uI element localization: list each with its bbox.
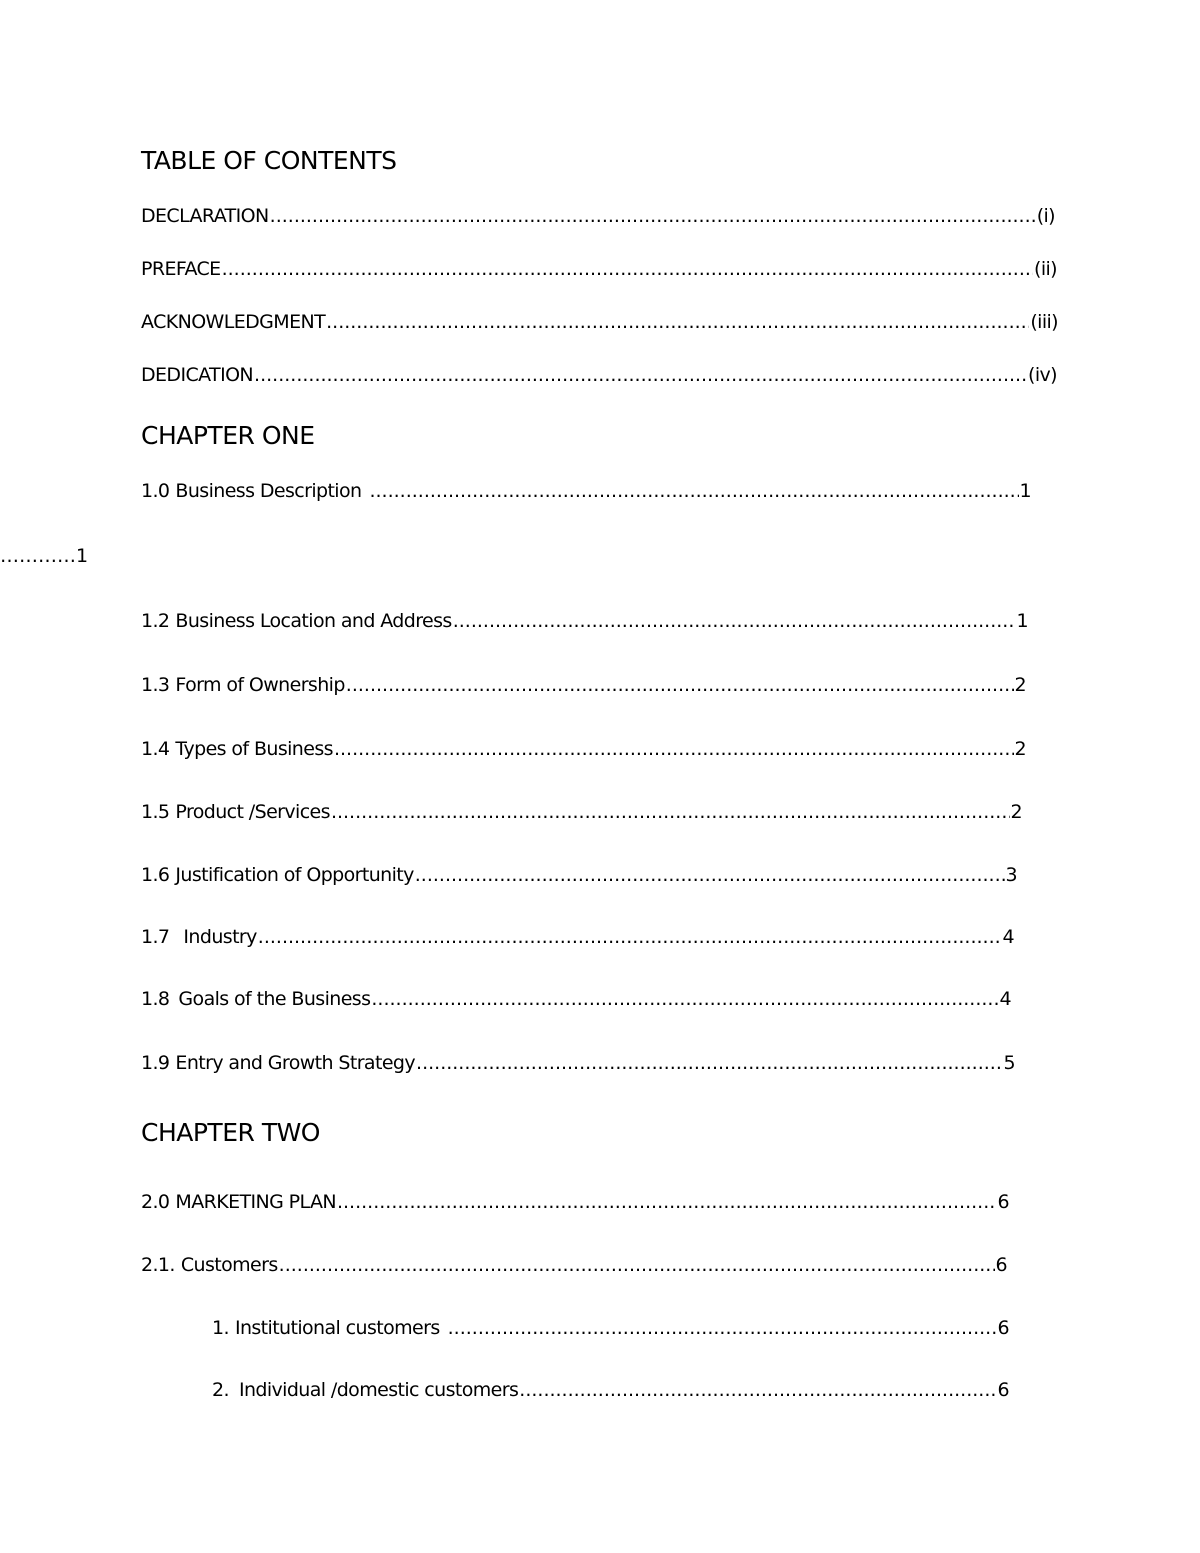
toc-entry-page: 2 xyxy=(1014,674,1026,696)
toc-entry-label: Form of Ownership xyxy=(175,674,345,696)
toc-entry-page: (iv) xyxy=(1028,364,1057,386)
toc-entry-2-1[interactable] xyxy=(141,1254,1007,1276)
toc-entry-1-5[interactable] xyxy=(141,801,1022,823)
dot-leader xyxy=(346,674,1014,696)
toc-entry-number: 1. xyxy=(212,1317,229,1339)
toc-entry-label: Product /Services xyxy=(175,801,330,823)
toc-entry-2-0[interactable] xyxy=(141,1191,1009,1213)
toc-entry-preface[interactable] xyxy=(141,258,1057,280)
toc-entry-label: Individual /domestic customers xyxy=(238,1379,519,1401)
toc-entry-1-3[interactable] xyxy=(141,674,1026,696)
toc-entry-1-4[interactable] xyxy=(141,738,1026,760)
toc-entry-number: 1.6 xyxy=(141,864,170,886)
toc-entry-1-9[interactable] xyxy=(141,1052,1015,1074)
toc-entry-label: Justification of Opportunity xyxy=(175,864,414,886)
toc-entry-number: 1.9 xyxy=(141,1052,170,1074)
toc-entry-dedication[interactable] xyxy=(141,364,1057,386)
dot-leader xyxy=(258,926,1002,948)
dot-leader xyxy=(254,364,1027,386)
toc-entry-label: Institutional customers xyxy=(234,1317,440,1339)
toc-entry-institutional-customers[interactable] xyxy=(212,1317,1009,1339)
dot-leader xyxy=(448,1317,997,1339)
dot-leader xyxy=(337,1191,997,1213)
toc-entry-page: 4 xyxy=(999,988,1011,1010)
toc-entry-1-0[interactable] xyxy=(141,480,1031,502)
toc-entry-page: 5 xyxy=(1003,1052,1015,1074)
dot-leader: ………… xyxy=(0,545,76,567)
dot-leader xyxy=(334,738,1014,760)
toc-entry-number: 1.2 xyxy=(141,610,170,632)
toc-entry-1-7[interactable] xyxy=(141,926,1014,948)
dot-leader xyxy=(371,988,998,1010)
dot-leader xyxy=(326,311,1029,333)
dot-leader xyxy=(416,1052,1002,1074)
toc-entry-label: MARKETING PLAN xyxy=(175,1191,336,1213)
toc-entry-label: Industry xyxy=(183,926,257,948)
dot-leader xyxy=(331,801,1010,823)
toc-entry-page: (i) xyxy=(1036,205,1055,227)
toc-entry-label: Entry and Growth Strategy xyxy=(175,1052,416,1074)
toc-entry-number: 1.8 xyxy=(141,988,170,1010)
toc-entry-page: 2 xyxy=(1010,801,1022,823)
toc-entry-number: 1.7 xyxy=(141,926,170,948)
page-title: TABLE OF CONTENTS xyxy=(141,146,397,175)
toc-entry-page: 1 xyxy=(76,545,89,567)
stray-leader-line xyxy=(0,545,88,567)
toc-entry-individual-customers[interactable] xyxy=(212,1379,1009,1401)
dot-leader xyxy=(279,1254,995,1276)
toc-entry-page: 6 xyxy=(997,1191,1009,1213)
toc-entry-page: 6 xyxy=(997,1317,1009,1339)
chapter-one-heading: CHAPTER ONE xyxy=(141,421,315,450)
toc-entry-number: 1.4 xyxy=(141,738,170,760)
toc-entry-label: Business Location and Address xyxy=(175,610,452,632)
toc-entry-page: (ii) xyxy=(1034,258,1057,280)
toc-entry-1-2[interactable] xyxy=(141,610,1028,632)
toc-entry-label: Types of Business xyxy=(175,738,333,760)
toc-entry-label: Business Description xyxy=(175,480,362,502)
dot-leader xyxy=(369,480,1018,502)
toc-entry-declaration[interactable] xyxy=(141,205,1055,227)
toc-entry-number: 1.5 xyxy=(141,801,170,823)
toc-entry-1-8[interactable] xyxy=(141,988,1011,1010)
toc-entry-label: Goals of the Business xyxy=(178,988,371,1010)
chapter-two-heading: CHAPTER TWO xyxy=(141,1118,320,1147)
toc-entry-number: 2.0 xyxy=(141,1191,170,1213)
dot-leader xyxy=(519,1379,996,1401)
toc-entry-acknowledgment[interactable] xyxy=(141,311,1058,333)
toc-entry-page: (iii) xyxy=(1030,311,1058,333)
toc-entry-1-6[interactable] xyxy=(141,864,1017,886)
toc-entry-label: PREFACE xyxy=(141,258,221,280)
dot-leader xyxy=(222,258,1033,280)
toc-entry-page: 6 xyxy=(995,1254,1007,1276)
toc-entry-number: 2. xyxy=(212,1379,229,1401)
toc-entry-label: DEDICATION xyxy=(141,364,254,386)
dot-leader xyxy=(415,864,1005,886)
toc-entry-number: 1.3 xyxy=(141,674,170,696)
toc-entry-page: 1 xyxy=(1019,480,1031,502)
toc-entry-page: 4 xyxy=(1002,926,1014,948)
dot-leader xyxy=(270,205,1036,227)
toc-entry-page: 1 xyxy=(1016,610,1028,632)
toc-entry-number: 2.1. xyxy=(141,1254,175,1276)
toc-entry-label: ACKNOWLEDGMENT xyxy=(141,311,326,333)
toc-entry-page: 2 xyxy=(1014,738,1026,760)
toc-entry-page: 3 xyxy=(1005,864,1017,886)
toc-entry-label: DECLARATION xyxy=(141,205,269,227)
toc-entry-label: Customers xyxy=(180,1254,278,1276)
dot-leader xyxy=(453,610,1016,632)
toc-entry-number: 1.0 xyxy=(141,480,170,502)
toc-entry-page: 6 xyxy=(997,1379,1009,1401)
